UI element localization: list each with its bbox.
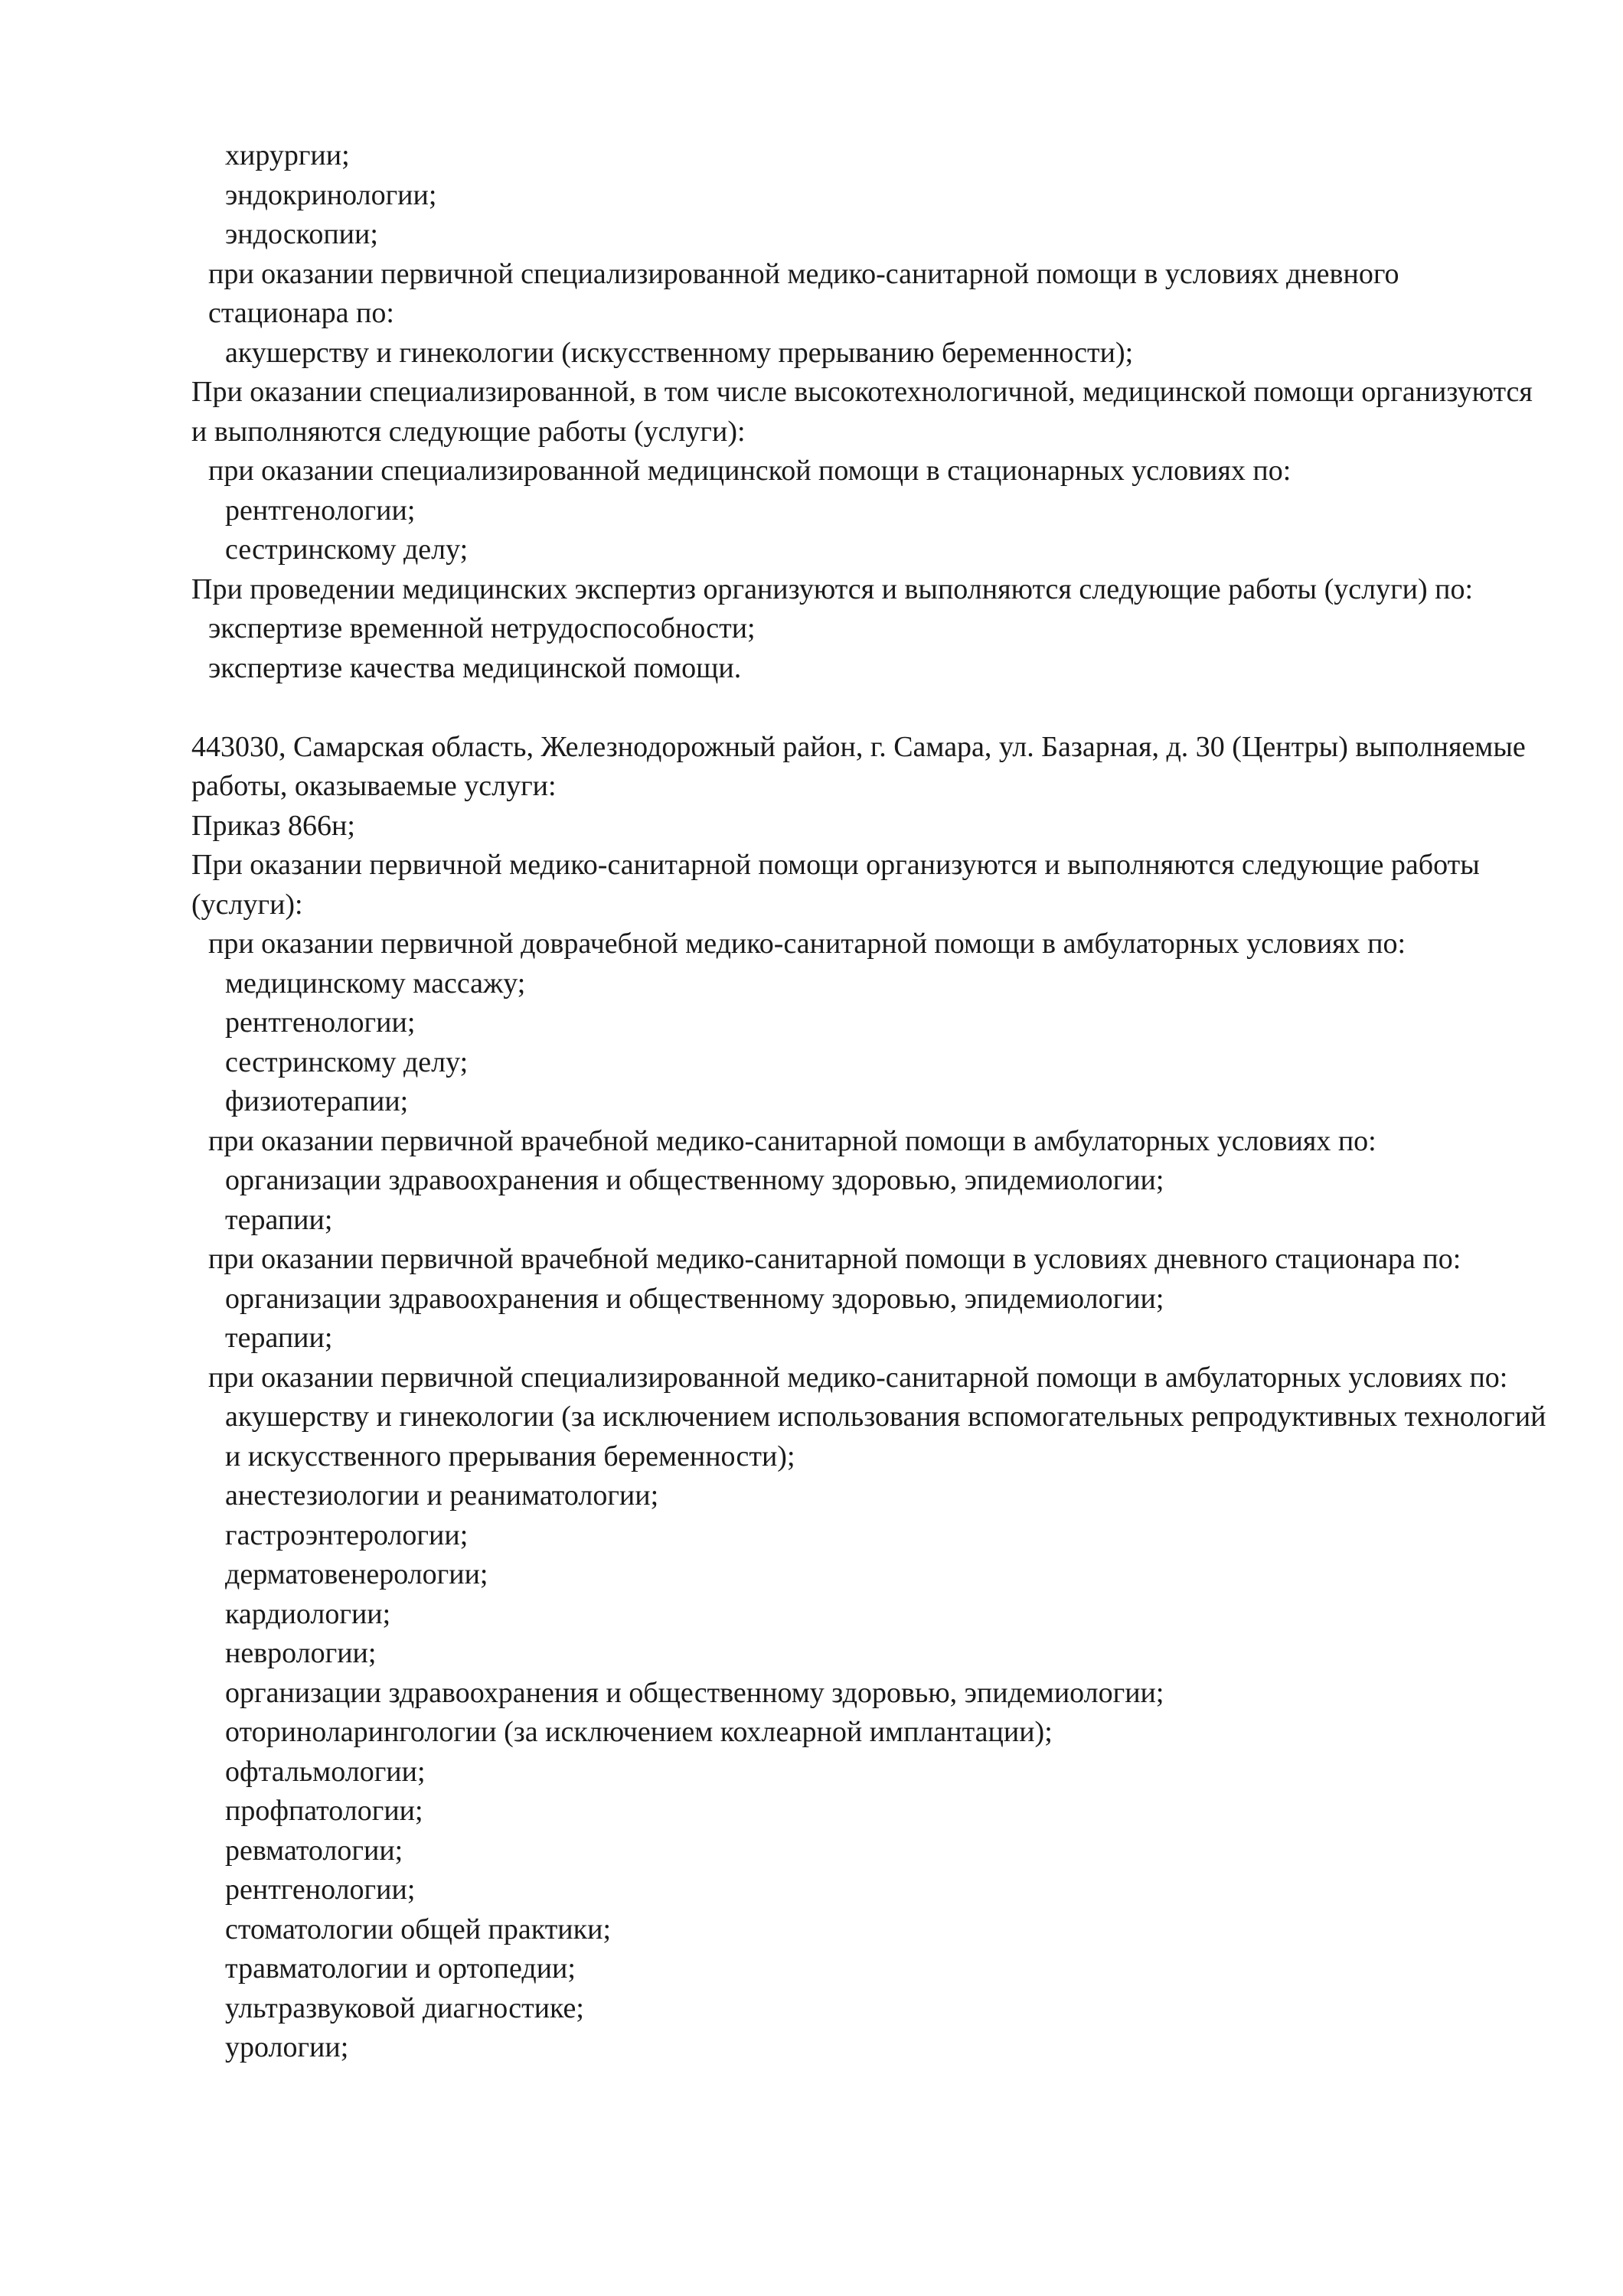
expertise-intro: При проведении медицинских экспертиз организуются и выполняются следующие работы (услуги) по:: [191, 572, 1474, 605]
list-item: хирургии;: [225, 139, 350, 171]
list-item: эндоскопии;: [225, 218, 378, 250]
list-item: кардиологии;: [225, 1597, 391, 1630]
day-hospital-heading: при оказании первичной специализированной медико-санитарной помощи в условиях дневного стационара по:: [208, 257, 1399, 329]
list-item: травматологии и ортопедии;: [225, 1952, 576, 1985]
list-item: эндокринологии;: [225, 178, 437, 211]
list-item: стоматологии общей практики;: [225, 1913, 612, 1945]
list-item: экспертизе временной нетрудоспособности;: [208, 612, 756, 644]
document-body: [191, 136, 1546, 2068]
list-item: организации здравоохранения и общественному здоровью, эпидемиологии;: [225, 1164, 1164, 1196]
list-item: оториноларингологии (за исключением кохлеарной имплантации);: [225, 1716, 1053, 1748]
list-item: ультразвуковой диагностике;: [225, 1991, 584, 2024]
list-item: гастроэнтерологии;: [225, 1518, 469, 1551]
list-item: рентгенологии;: [225, 1874, 416, 1906]
inpatient-heading: при оказании специализированной медицинской помощи в стационарных условиях по:: [208, 455, 1292, 487]
list-item: офтальмологии;: [225, 1755, 426, 1788]
list-item: медицинскому массажу;: [225, 967, 526, 1000]
physician-day-heading: при оказании первичной врачебной медико-санитарной помощи в условиях дневного стационара по:: [208, 1243, 1461, 1275]
list-item: акушерству и гинекологии (искусственному прерыванию беременности);: [225, 336, 1134, 369]
address-line: 443030, Самарская область, Железнодорожный район, г. Самара, ул. Базарная, д. 30 (Центры) выполняемые работы, оказываемые услуги:: [191, 730, 1526, 802]
list-item: рентгенологии;: [225, 1006, 416, 1039]
list-item: терапии;: [225, 1322, 333, 1354]
list-item: дерматовенерологии;: [225, 1558, 488, 1590]
list-item: профпатологии;: [225, 1795, 423, 1827]
specialized-intro: При оказании специализированной, в том числе высокотехнологичной, медицинской помощи организуются и выполняются следующие работы (услуги):: [191, 376, 1533, 448]
list-item: ревматологии;: [225, 1834, 403, 1867]
list-item: рентгенологии;: [225, 494, 416, 527]
physician-amb-heading: при оказании первичной врачебной медико-санитарной помощи в амбулаторных условиях по:: [208, 1124, 1376, 1157]
section-spacer: [191, 688, 1546, 728]
list-item: анестезиологии и реаниматологии;: [225, 1479, 659, 1512]
primary-intro: При оказании первичной медико-санитарной помощи организуются и выполняются следующие работы (услуги):: [191, 849, 1480, 921]
specialized-amb-heading: при оказании первичной специализированной медико-санитарной помощи в амбулаторных условиях по:: [208, 1361, 1508, 1394]
list-item: акушерству и гинекологии (за исключением использования вспомогательных репродуктивных технологий и искусственного прерывания беременности);: [225, 1401, 1546, 1473]
list-item: терапии;: [225, 1203, 333, 1236]
list-item: организации здравоохранения и общественному здоровью, эпидемиологии;: [225, 1676, 1164, 1709]
order-line: Приказ 866н;: [191, 809, 355, 842]
list-item: организации здравоохранения и общественному здоровью, эпидемиологии;: [225, 1282, 1164, 1315]
list-item: урологии;: [225, 2031, 349, 2063]
list-item: сестринскому делу;: [225, 1045, 469, 1078]
prephysician-heading: при оказании первичной доврачебной медико-санитарной помощи в амбулаторных условиях по:: [208, 928, 1406, 960]
list-item: физиотерапии;: [225, 1085, 409, 1117]
list-item: экспертизе качества медицинской помощи.: [208, 651, 742, 684]
list-item: неврологии;: [225, 1637, 377, 1669]
list-item: сестринскому делу;: [225, 533, 469, 566]
